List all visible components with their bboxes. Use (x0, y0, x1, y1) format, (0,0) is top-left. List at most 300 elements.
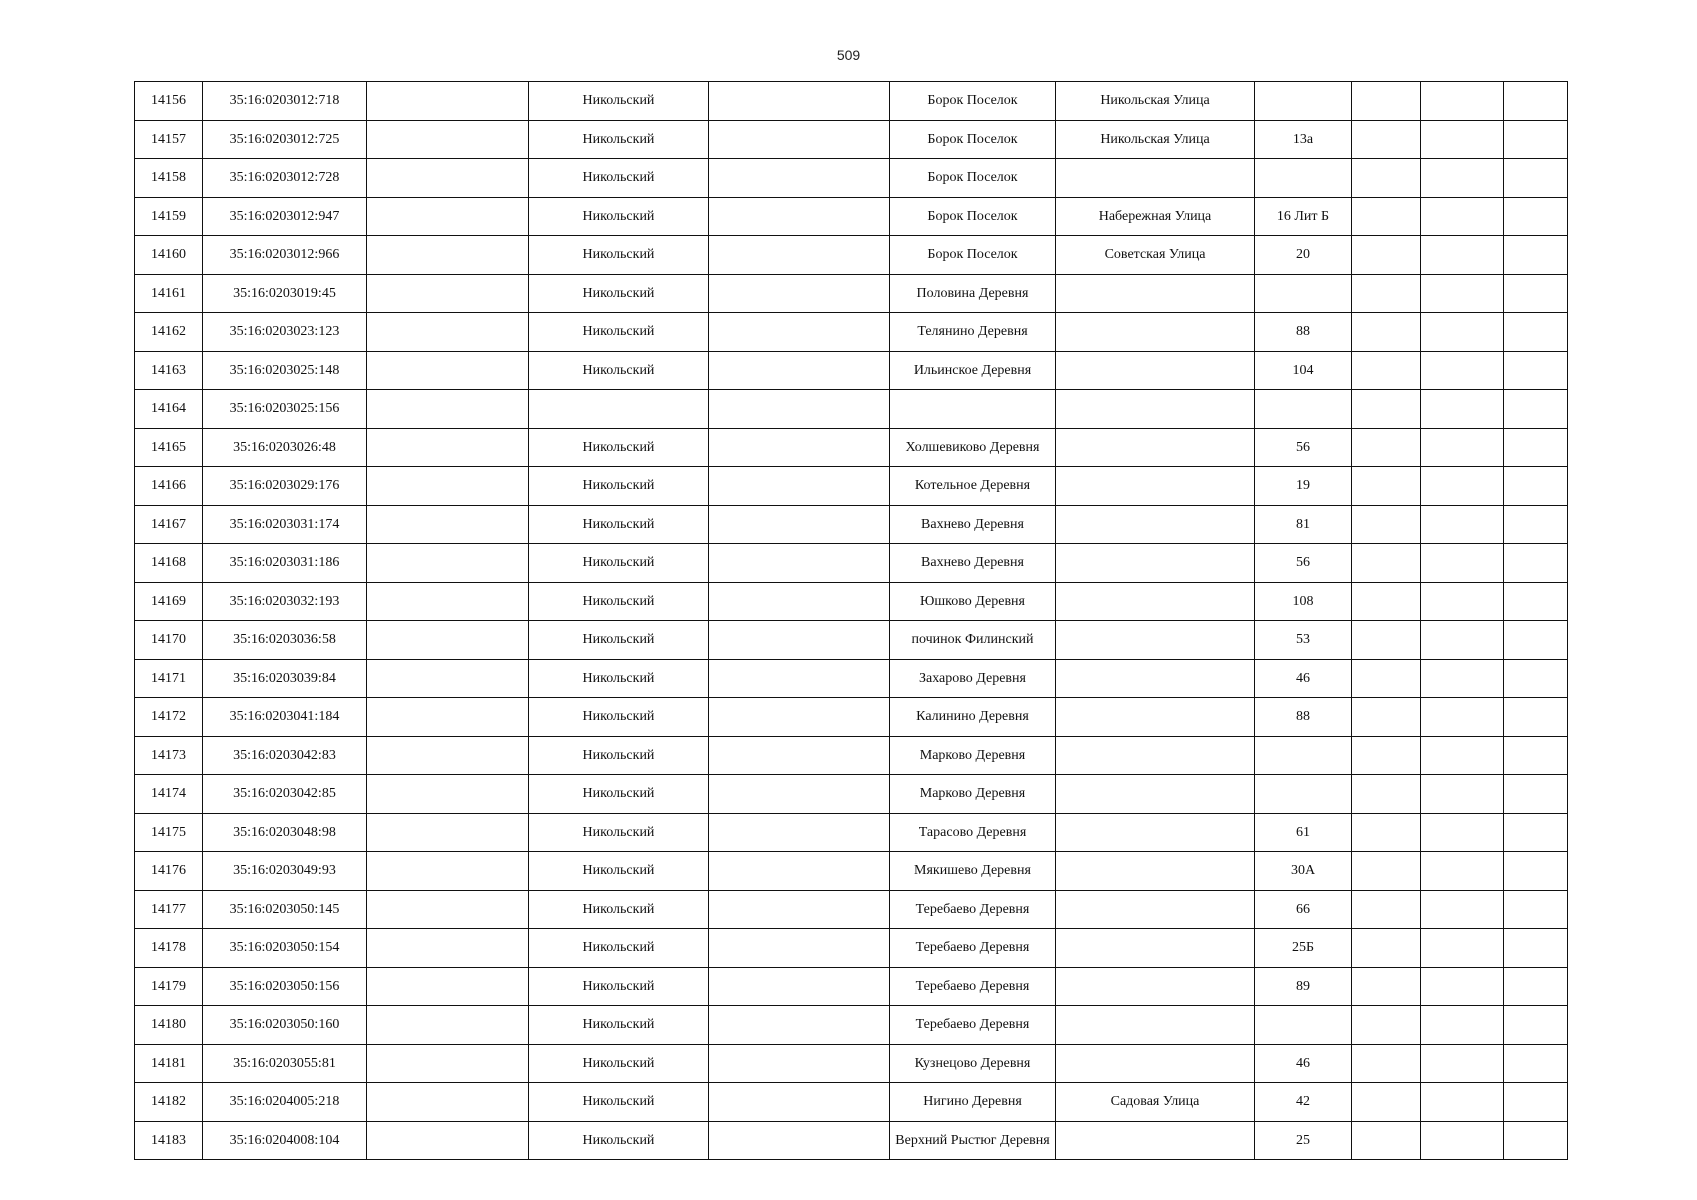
table-body (135, 82, 1568, 1160)
empty-cell (367, 82, 529, 121)
empty-cell (367, 852, 529, 891)
district-cell: Никольский (529, 890, 709, 929)
empty-cell (1352, 1083, 1421, 1122)
locality-cell: Борок Поселок (890, 82, 1056, 121)
empty-cell (1421, 698, 1504, 737)
locality-cell: Марково Деревня (890, 736, 1056, 775)
cadastral-number-cell: 35:16:0203031:186 (203, 544, 367, 583)
empty-cell (1421, 1006, 1504, 1045)
empty-cell (1504, 120, 1568, 159)
locality-cell: Котельное Деревня (890, 467, 1056, 506)
district-cell: Никольский (529, 582, 709, 621)
cadastral-number-cell: 35:16:0203048:98 (203, 813, 367, 852)
row-number-cell: 14173 (135, 736, 203, 775)
street-cell (1056, 313, 1255, 352)
locality-cell: Телянино Деревня (890, 313, 1056, 352)
table-row (135, 659, 1568, 698)
cadastral-number-cell: 35:16:0203036:58 (203, 621, 367, 660)
house-number-cell: 104 (1255, 351, 1352, 390)
empty-cell (367, 1083, 529, 1122)
district-cell: Никольский (529, 274, 709, 313)
empty-cell (1421, 197, 1504, 236)
cadastral-number-cell: 35:16:0203012:725 (203, 120, 367, 159)
empty-cell (1421, 775, 1504, 814)
district-cell: Никольский (529, 775, 709, 814)
empty-cell (1504, 236, 1568, 275)
street-cell (1056, 505, 1255, 544)
empty-cell (1504, 351, 1568, 390)
empty-cell (367, 736, 529, 775)
empty-cell (1352, 967, 1421, 1006)
empty-cell (367, 621, 529, 660)
row-number-cell: 14167 (135, 505, 203, 544)
street-cell (1056, 890, 1255, 929)
table-row (135, 1006, 1568, 1045)
locality-cell (890, 390, 1056, 429)
house-number-cell (1255, 390, 1352, 429)
empty-cell (1504, 505, 1568, 544)
locality-cell: Борок Поселок (890, 159, 1056, 198)
empty-cell (1504, 1083, 1568, 1122)
empty-cell (1421, 852, 1504, 891)
empty-cell (1352, 236, 1421, 275)
district-cell: Никольский (529, 428, 709, 467)
district-cell: Никольский (529, 852, 709, 891)
district-cell: Никольский (529, 736, 709, 775)
empty-cell (709, 1083, 890, 1122)
locality-cell: Юшково Деревня (890, 582, 1056, 621)
house-number-cell: 56 (1255, 544, 1352, 583)
street-cell (1056, 544, 1255, 583)
empty-cell (1421, 813, 1504, 852)
empty-cell (1504, 1044, 1568, 1083)
empty-cell (367, 1044, 529, 1083)
empty-cell (709, 1044, 890, 1083)
house-number-cell: 25 (1255, 1121, 1352, 1160)
empty-cell (367, 236, 529, 275)
locality-cell: Половина Деревня (890, 274, 1056, 313)
empty-cell (1352, 775, 1421, 814)
empty-cell (1504, 197, 1568, 236)
empty-cell (1421, 890, 1504, 929)
row-number-cell: 14171 (135, 659, 203, 698)
empty-cell (1421, 1083, 1504, 1122)
district-cell: Никольский (529, 967, 709, 1006)
empty-cell (1421, 236, 1504, 275)
empty-cell (367, 120, 529, 159)
empty-cell (367, 659, 529, 698)
empty-cell (709, 82, 890, 121)
locality-cell: Кузнецово Деревня (890, 1044, 1056, 1083)
empty-cell (1421, 313, 1504, 352)
house-number-cell: 53 (1255, 621, 1352, 660)
house-number-cell (1255, 775, 1352, 814)
empty-cell (1352, 274, 1421, 313)
empty-cell (1352, 1006, 1421, 1045)
table-row (135, 159, 1568, 198)
cadastral-number-cell: 35:16:0203025:148 (203, 351, 367, 390)
locality-cell: Теребаево Деревня (890, 929, 1056, 968)
empty-cell (1504, 890, 1568, 929)
empty-cell (1421, 82, 1504, 121)
empty-cell (1504, 313, 1568, 352)
district-cell (529, 390, 709, 429)
empty-cell (1504, 1121, 1568, 1160)
empty-cell (367, 274, 529, 313)
house-number-cell (1255, 736, 1352, 775)
row-number-cell: 14163 (135, 351, 203, 390)
empty-cell (1504, 775, 1568, 814)
empty-cell (709, 929, 890, 968)
street-cell (1056, 351, 1255, 390)
table-row (135, 351, 1568, 390)
street-cell (1056, 775, 1255, 814)
locality-cell: Нигино Деревня (890, 1083, 1056, 1122)
empty-cell (1352, 1044, 1421, 1083)
street-cell: Никольская Улица (1056, 120, 1255, 159)
empty-cell (367, 351, 529, 390)
row-number-cell: 14176 (135, 852, 203, 891)
empty-cell (1352, 467, 1421, 506)
empty-cell (1352, 929, 1421, 968)
row-number-cell: 14161 (135, 274, 203, 313)
cadastral-number-cell: 35:16:0203026:48 (203, 428, 367, 467)
house-number-cell: 61 (1255, 813, 1352, 852)
table-row (135, 1121, 1568, 1160)
locality-cell: Борок Поселок (890, 120, 1056, 159)
table-row (135, 890, 1568, 929)
empty-cell (709, 313, 890, 352)
street-cell (1056, 274, 1255, 313)
district-cell: Никольский (529, 621, 709, 660)
locality-cell: Верхний Рыстюг Деревня (890, 1121, 1056, 1160)
empty-cell (709, 890, 890, 929)
empty-cell (709, 428, 890, 467)
empty-cell (1504, 659, 1568, 698)
empty-cell (709, 351, 890, 390)
district-cell: Никольский (529, 120, 709, 159)
empty-cell (367, 197, 529, 236)
table-row (135, 698, 1568, 737)
empty-cell (1504, 159, 1568, 198)
locality-cell: Тарасово Деревня (890, 813, 1056, 852)
table-row (135, 274, 1568, 313)
empty-cell (1421, 582, 1504, 621)
empty-cell (1352, 813, 1421, 852)
empty-cell (709, 120, 890, 159)
table-row (135, 428, 1568, 467)
empty-cell (1504, 544, 1568, 583)
locality-cell: Холшевиково Деревня (890, 428, 1056, 467)
cadastral-number-cell: 35:16:0203012:966 (203, 236, 367, 275)
empty-cell (709, 390, 890, 429)
house-number-cell: 46 (1255, 1044, 1352, 1083)
district-cell: Никольский (529, 159, 709, 198)
row-number-cell: 14179 (135, 967, 203, 1006)
house-number-cell: 30А (1255, 852, 1352, 891)
locality-cell: Теребаево Деревня (890, 890, 1056, 929)
house-number-cell (1255, 82, 1352, 121)
street-cell (1056, 621, 1255, 660)
house-number-cell: 88 (1255, 313, 1352, 352)
row-number-cell: 14174 (135, 775, 203, 814)
cadastral-number-cell: 35:16:0203042:85 (203, 775, 367, 814)
empty-cell (1504, 929, 1568, 968)
district-cell: Никольский (529, 659, 709, 698)
cadastral-number-cell: 35:16:0203050:145 (203, 890, 367, 929)
empty-cell (367, 929, 529, 968)
row-number-cell: 14168 (135, 544, 203, 583)
empty-cell (367, 159, 529, 198)
empty-cell (367, 813, 529, 852)
row-number-cell: 14156 (135, 82, 203, 121)
empty-cell (709, 1006, 890, 1045)
empty-cell (1504, 390, 1568, 429)
empty-cell (1421, 505, 1504, 544)
street-cell (1056, 1044, 1255, 1083)
empty-cell (1421, 967, 1504, 1006)
empty-cell (367, 313, 529, 352)
house-number-cell: 25Б (1255, 929, 1352, 968)
row-number-cell: 14183 (135, 1121, 203, 1160)
empty-cell (1352, 736, 1421, 775)
table-row (135, 313, 1568, 352)
table-row (135, 813, 1568, 852)
house-number-cell: 108 (1255, 582, 1352, 621)
row-number-cell: 14175 (135, 813, 203, 852)
district-cell: Никольский (529, 351, 709, 390)
house-number-cell: 42 (1255, 1083, 1352, 1122)
empty-cell (367, 698, 529, 737)
empty-cell (367, 1006, 529, 1045)
empty-cell (709, 159, 890, 198)
empty-cell (367, 428, 529, 467)
empty-cell (1352, 313, 1421, 352)
street-cell (1056, 159, 1255, 198)
district-cell: Никольский (529, 197, 709, 236)
cadastral-number-cell: 35:16:0203050:156 (203, 967, 367, 1006)
table-row (135, 120, 1568, 159)
empty-cell (367, 544, 529, 583)
table-row (135, 775, 1568, 814)
district-cell: Никольский (529, 505, 709, 544)
empty-cell (1504, 428, 1568, 467)
empty-cell (709, 967, 890, 1006)
empty-cell (1421, 159, 1504, 198)
empty-cell (1421, 1121, 1504, 1160)
locality-cell: Вахнево Деревня (890, 544, 1056, 583)
house-number-cell: 81 (1255, 505, 1352, 544)
street-cell (1056, 659, 1255, 698)
table-row (135, 544, 1568, 583)
empty-cell (367, 775, 529, 814)
house-number-cell (1255, 274, 1352, 313)
table-row (135, 967, 1568, 1006)
row-number-cell: 14178 (135, 929, 203, 968)
district-cell: Никольский (529, 698, 709, 737)
cadastral-number-cell: 35:16:0203041:184 (203, 698, 367, 737)
locality-cell: Борок Поселок (890, 197, 1056, 236)
empty-cell (1421, 621, 1504, 660)
registry-table (134, 81, 1568, 1160)
cadastral-number-cell: 35:16:0203025:156 (203, 390, 367, 429)
street-cell (1056, 1121, 1255, 1160)
empty-cell (1421, 659, 1504, 698)
empty-cell (1421, 274, 1504, 313)
table-row (135, 467, 1568, 506)
empty-cell (367, 967, 529, 1006)
cadastral-number-cell: 35:16:0203042:83 (203, 736, 367, 775)
street-cell (1056, 736, 1255, 775)
empty-cell (709, 505, 890, 544)
empty-cell (1352, 1121, 1421, 1160)
empty-cell (1504, 82, 1568, 121)
empty-cell (1421, 1044, 1504, 1083)
locality-cell: Марково Деревня (890, 775, 1056, 814)
district-cell: Никольский (529, 813, 709, 852)
cadastral-number-cell: 35:16:0203023:123 (203, 313, 367, 352)
empty-cell (1421, 428, 1504, 467)
table-row (135, 1044, 1568, 1083)
street-cell (1056, 852, 1255, 891)
empty-cell (709, 467, 890, 506)
empty-cell (1504, 621, 1568, 660)
empty-cell (367, 467, 529, 506)
table-row (135, 390, 1568, 429)
locality-cell: Теребаево Деревня (890, 967, 1056, 1006)
empty-cell (709, 582, 890, 621)
house-number-cell: 46 (1255, 659, 1352, 698)
cadastral-number-cell: 35:16:0203049:93 (203, 852, 367, 891)
table-row (135, 852, 1568, 891)
empty-cell (1421, 390, 1504, 429)
empty-cell (1352, 890, 1421, 929)
row-number-cell: 14172 (135, 698, 203, 737)
house-number-cell: 19 (1255, 467, 1352, 506)
street-cell (1056, 1006, 1255, 1045)
empty-cell (1504, 736, 1568, 775)
locality-cell: Борок Поселок (890, 236, 1056, 275)
row-number-cell: 14160 (135, 236, 203, 275)
street-cell: Никольская Улица (1056, 82, 1255, 121)
empty-cell (709, 813, 890, 852)
empty-cell (1504, 582, 1568, 621)
cadastral-number-cell: 35:16:0204005:218 (203, 1083, 367, 1122)
cadastral-number-cell: 35:16:0203050:160 (203, 1006, 367, 1045)
house-number-cell: 56 (1255, 428, 1352, 467)
house-number-cell: 66 (1255, 890, 1352, 929)
street-cell (1056, 698, 1255, 737)
empty-cell (1352, 351, 1421, 390)
table-row (135, 736, 1568, 775)
empty-cell (1421, 120, 1504, 159)
empty-cell (1352, 197, 1421, 236)
row-number-cell: 14159 (135, 197, 203, 236)
empty-cell (709, 236, 890, 275)
cadastral-number-cell: 35:16:0203055:81 (203, 1044, 367, 1083)
empty-cell (1352, 390, 1421, 429)
empty-cell (1504, 698, 1568, 737)
empty-cell (709, 544, 890, 583)
empty-cell (1421, 736, 1504, 775)
table-row (135, 197, 1568, 236)
row-number-cell: 14181 (135, 1044, 203, 1083)
row-number-cell: 14158 (135, 159, 203, 198)
cadastral-number-cell: 35:16:0203012:718 (203, 82, 367, 121)
street-cell (1056, 813, 1255, 852)
row-number-cell: 14177 (135, 890, 203, 929)
cadastral-number-cell: 35:16:0203032:193 (203, 582, 367, 621)
house-number-cell: 16 Лит Б (1255, 197, 1352, 236)
cadastral-number-cell: 35:16:0203029:176 (203, 467, 367, 506)
street-cell: Советская Улица (1056, 236, 1255, 275)
cadastral-number-cell: 35:16:0203012:728 (203, 159, 367, 198)
table-row (135, 505, 1568, 544)
empty-cell (709, 698, 890, 737)
empty-cell (367, 890, 529, 929)
locality-cell: Мякишево Деревня (890, 852, 1056, 891)
cadastral-number-cell: 35:16:0204008:104 (203, 1121, 367, 1160)
empty-cell (709, 736, 890, 775)
house-number-cell: 13а (1255, 120, 1352, 159)
empty-cell (709, 1121, 890, 1160)
row-number-cell: 14180 (135, 1006, 203, 1045)
empty-cell (1352, 505, 1421, 544)
row-number-cell: 14169 (135, 582, 203, 621)
locality-cell: Ильинское Деревня (890, 351, 1056, 390)
empty-cell (709, 775, 890, 814)
empty-cell (1352, 621, 1421, 660)
district-cell: Никольский (529, 1083, 709, 1122)
house-number-cell: 20 (1255, 236, 1352, 275)
empty-cell (1421, 544, 1504, 583)
table-row (135, 621, 1568, 660)
street-cell (1056, 582, 1255, 621)
empty-cell (367, 390, 529, 429)
street-cell: Набережная Улица (1056, 197, 1255, 236)
empty-cell (1352, 852, 1421, 891)
empty-cell (1352, 159, 1421, 198)
empty-cell (367, 505, 529, 544)
street-cell (1056, 967, 1255, 1006)
empty-cell (709, 197, 890, 236)
table-row (135, 1083, 1568, 1122)
empty-cell (367, 1121, 529, 1160)
district-cell: Никольский (529, 313, 709, 352)
table-row (135, 82, 1568, 121)
empty-cell (1352, 544, 1421, 583)
empty-cell (1352, 120, 1421, 159)
empty-cell (1504, 813, 1568, 852)
row-number-cell: 14166 (135, 467, 203, 506)
cadastral-number-cell: 35:16:0203019:45 (203, 274, 367, 313)
locality-cell: Калинино Деревня (890, 698, 1056, 737)
empty-cell (709, 274, 890, 313)
district-cell: Никольский (529, 82, 709, 121)
street-cell (1056, 929, 1255, 968)
empty-cell (1352, 582, 1421, 621)
empty-cell (1352, 698, 1421, 737)
row-number-cell: 14170 (135, 621, 203, 660)
street-cell (1056, 467, 1255, 506)
empty-cell (1421, 351, 1504, 390)
locality-cell: Теребаево Деревня (890, 1006, 1056, 1045)
empty-cell (1352, 82, 1421, 121)
table-row (135, 236, 1568, 275)
house-number-cell: 88 (1255, 698, 1352, 737)
row-number-cell: 14162 (135, 313, 203, 352)
empty-cell (1352, 428, 1421, 467)
